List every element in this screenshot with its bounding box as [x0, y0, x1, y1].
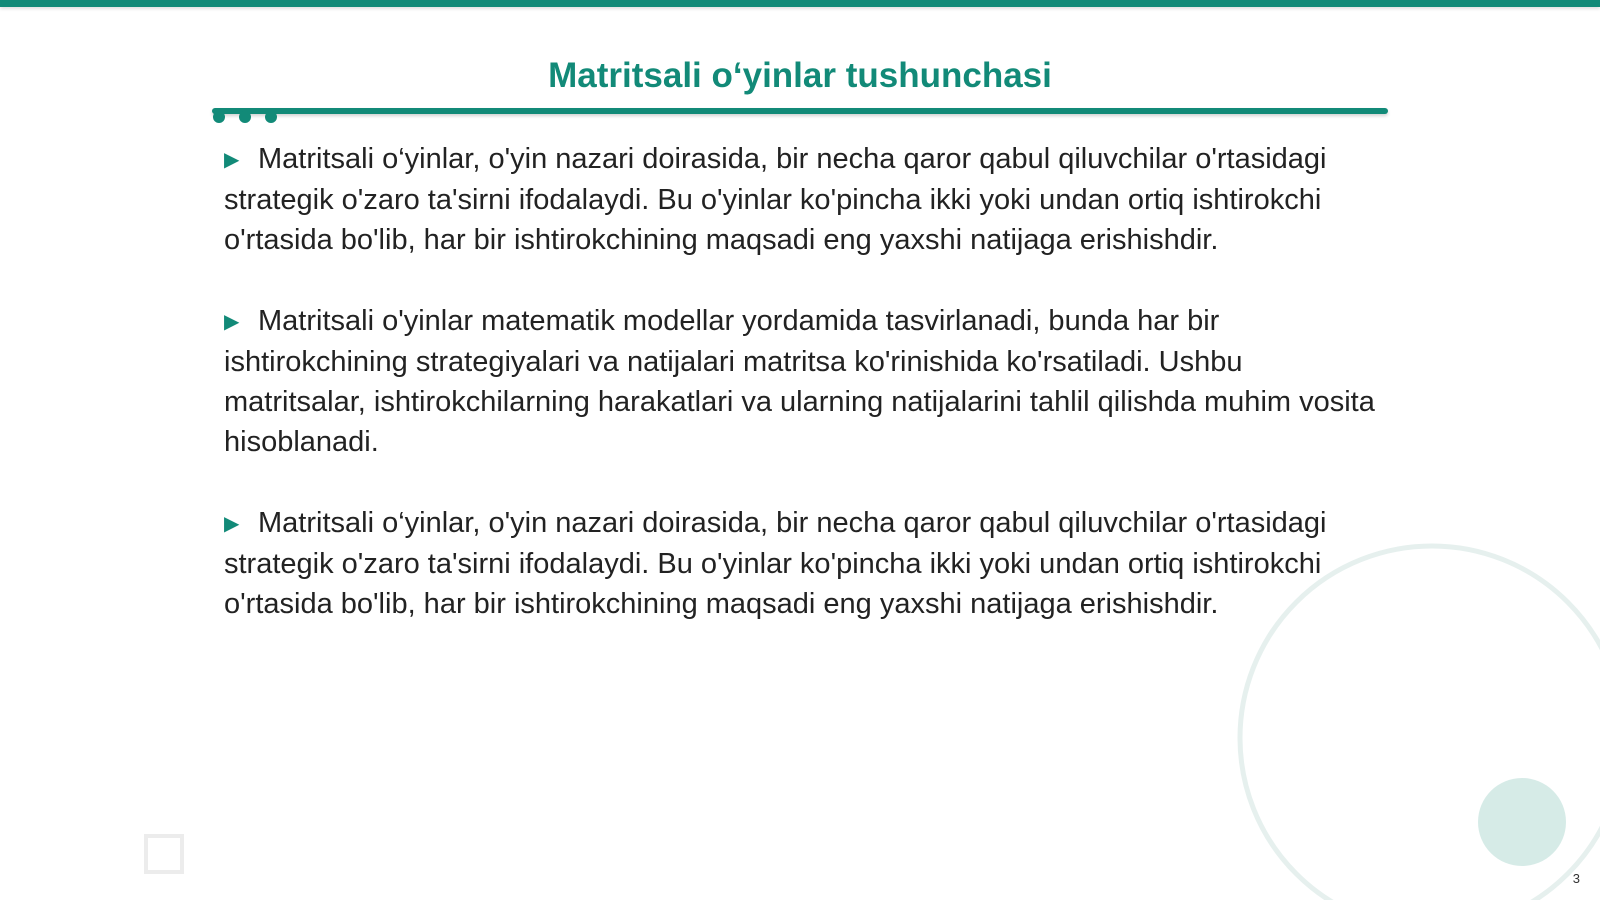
top-accent-bar [0, 0, 1600, 7]
bullet-paragraph [224, 139, 1384, 260]
underline-dot [265, 111, 277, 123]
bullet-arrow-icon: ▶ [224, 149, 240, 171]
bullet-paragraph [224, 503, 1384, 624]
bullet-paragraph [224, 301, 1384, 462]
paragraph-text: Matritsali o'yinlar matematik modellar yordamida tasvirlanadi, bunda har bir ishtirokchining strategiyalari va natijalari matritsa ko'rinishida ko'rsatiladi. Ushbu matritsalar, ishtirokchilarning harakatlari va ularning natijalarini tahlil qilishda muhim vosita hisoblanadi. [224, 305, 1375, 458]
slide-body [224, 139, 1384, 665]
bullet-arrow-icon: ▶ [224, 513, 240, 535]
decorative-dot [1478, 778, 1566, 866]
paragraph-text: Matritsali o‘yinlar, o'yin nazari doirasida, bir necha qaror qabul qiluvchilar o'rtasidagi strategik o'zaro ta'sirni ifodalaydi. Bu o'yinlar ko'pincha ikki yoki undan ortiq ishtirokchi o'rtasida bo'lib, har bir ishtirokchining maqsadi eng yaxshi natijaga erishishdir. [224, 507, 1327, 620]
decorative-square [146, 836, 182, 872]
underline-dot [213, 111, 225, 123]
underline-dot [239, 111, 251, 123]
paragraph-text: Matritsali o‘yinlar, o'yin nazari doirasida, bir necha qaror qabul qiluvchilar o'rtasidagi strategik o'zaro ta'sirni ifodalaydi. Bu o'yinlar ko'pincha ikki yoki undan ortiq ishtirokchi o'rtasida bo'lib, har bir ishtirokchining maqsadi eng yaxshi natijaga erishishdir. [224, 143, 1327, 256]
bullet-arrow-icon: ▶ [224, 311, 240, 333]
title-underline [212, 108, 1388, 114]
page-number: 3 [1572, 871, 1580, 886]
slide-title: Matritsali o‘yinlar tushunchasi [548, 56, 1052, 95]
